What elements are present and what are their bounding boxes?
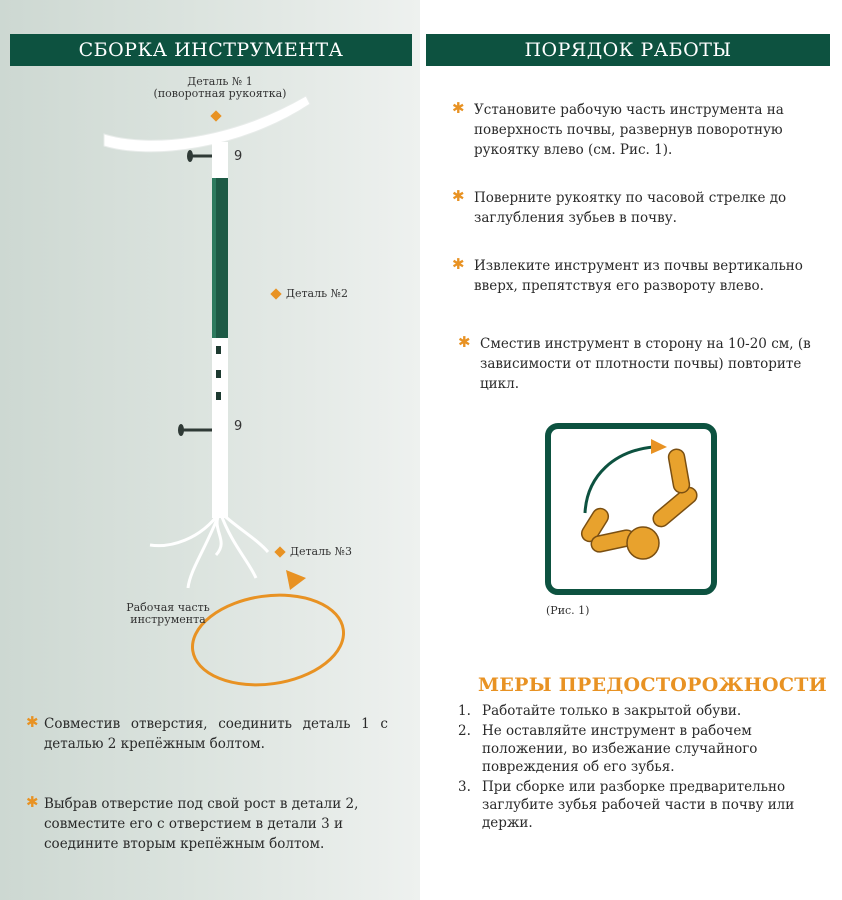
assembly-step-1 (26, 714, 388, 754)
figure-caption: (Рис. 1) (546, 604, 590, 617)
star-icon: ✱ (452, 99, 465, 117)
list-item (458, 778, 820, 832)
part-3-marker (274, 546, 285, 557)
part-1-title: Деталь № 1 (187, 75, 253, 88)
work-step-2 (452, 187, 816, 228)
work-step-3-text: Извлеките инструмент из почвы вертикально вверх, препятствуя его развороту влево. (474, 258, 803, 294)
list-item-text: Не оставляйте инструмент в рабочем положении, во избежание случайного повреждения об его зубья. (482, 723, 758, 775)
working-part-label (108, 602, 228, 626)
cautions-title: МЕРЫ ПРЕДОСТОРОЖНОСТИ (478, 674, 827, 696)
work-step-1 (452, 99, 816, 160)
assembly-title: СБОРКА ИНСТРУМЕНТА (78, 39, 344, 61)
assembly-step-2-text: Выбрав отверстие под свой рост в детали 2, совместите его с отверстием в детали 3 и соедините вторым крепёжным болтом. (44, 796, 359, 852)
star-icon: ✱ (452, 255, 465, 273)
list-item-text: При сборке или разборке предварительно заглубите зубья рабочей части в почву или держи. (482, 779, 795, 831)
tool-teeth (150, 512, 268, 588)
figure-1 (545, 423, 717, 595)
part-1-subtitle: (поворотная рукоятка) (153, 87, 287, 100)
star-icon: ✱ (452, 187, 465, 205)
tool-diagram (0, 0, 420, 900)
work-order-header (426, 34, 830, 66)
svg-text:9: 9 (234, 419, 243, 434)
working-part-subtitle: инструмента (130, 613, 206, 626)
rotary-handle (104, 96, 310, 152)
working-part-title: Рабочая часть (126, 601, 210, 614)
list-item (458, 722, 820, 776)
list-item-number: 2. (458, 723, 471, 739)
part-2-label (272, 288, 348, 300)
star-icon: ✱ (458, 333, 471, 351)
part-2-marker (270, 288, 281, 299)
work-step-2-text: Поверните рукоятку по часовой стрелке до заглубления зубьев в почву. (474, 190, 787, 226)
cautions-list (458, 702, 820, 834)
svg-text:9: 9 (234, 149, 243, 164)
part-3-text: Деталь №3 (290, 545, 352, 558)
list-item-text: Работайте только в закрытой обуви. (482, 703, 742, 719)
work-step-1-text: Установите рабочую часть инструмента на поверхность почвы, развернув поворотную рукоятку влево (см. Рис. 1). (474, 102, 784, 158)
shaft-upper-white (212, 142, 228, 178)
part-3-label (276, 546, 352, 558)
assembly-step-1-text: Совместив отверстия, соединить деталь 1 с деталью 2 крепёжным болтом. (44, 716, 388, 752)
assembly-step-2 (26, 794, 388, 854)
part-1-label (130, 76, 310, 100)
work-step-4-text: Сместив инструмент в сторону на 10-20 см, (в зависимости от плотности почвы) повторите цикл. (480, 336, 811, 392)
list-item-number: 3. (458, 779, 471, 795)
list-item-number: 1. (458, 703, 471, 719)
work-step-3 (452, 255, 816, 296)
list-item (458, 702, 820, 720)
part-2-text: Деталь №2 (286, 287, 348, 300)
work-order-title: ПОРЯДОК РАБОТЫ (524, 39, 732, 61)
star-icon: ✱ (26, 793, 39, 811)
shaft-lower-white (212, 338, 228, 518)
star-icon: ✱ (26, 713, 39, 731)
work-step-4 (458, 333, 822, 394)
